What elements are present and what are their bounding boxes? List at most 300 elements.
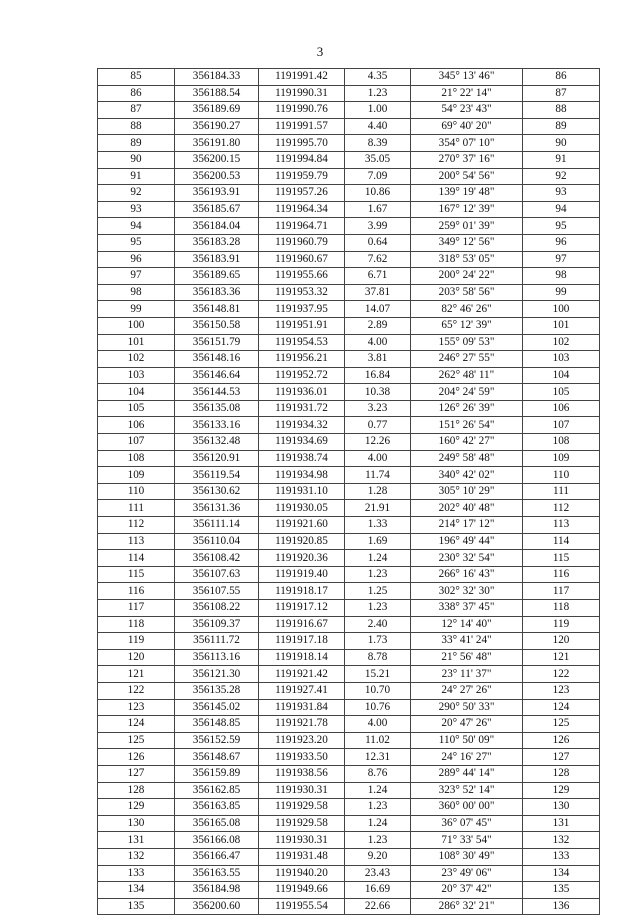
point-number-cell: 102	[98, 351, 175, 368]
point-number-cell: 108	[98, 450, 175, 467]
next-point-cell: 94	[523, 201, 600, 218]
bearing-cell: 82° 46' 26"	[411, 301, 523, 318]
y-coordinate-cell: 1191953.32	[259, 284, 345, 301]
next-point-cell: 99	[523, 284, 600, 301]
y-coordinate-cell: 1191933.50	[259, 749, 345, 766]
next-point-cell: 128	[523, 765, 600, 782]
point-number-cell: 109	[98, 467, 175, 484]
point-number-cell: 93	[98, 201, 175, 218]
y-coordinate-cell: 1191923.20	[259, 732, 345, 749]
x-coordinate-cell: 356200.15	[175, 151, 259, 168]
x-coordinate-cell: 356148.67	[175, 749, 259, 766]
distance-cell: 1.23	[345, 566, 411, 583]
distance-cell: 1.24	[345, 782, 411, 799]
point-number-cell: 131	[98, 832, 175, 849]
table-row	[98, 434, 600, 451]
next-point-cell: 118	[523, 600, 600, 617]
y-coordinate-cell: 1191921.60	[259, 517, 345, 534]
table-row	[98, 400, 600, 417]
distance-cell: 1.00	[345, 102, 411, 119]
x-coordinate-cell: 356113.16	[175, 649, 259, 666]
distance-cell: 10.76	[345, 699, 411, 716]
bearing-cell: 266° 16' 43"	[411, 566, 523, 583]
point-number-cell: 129	[98, 799, 175, 816]
distance-cell: 14.07	[345, 301, 411, 318]
bearing-cell: 23° 11' 37"	[411, 666, 523, 683]
distance-cell: 1.23	[345, 600, 411, 617]
coordinates-table-body	[98, 69, 600, 915]
point-number-cell: 132	[98, 848, 175, 865]
distance-cell: 1.69	[345, 533, 411, 550]
point-number-cell: 125	[98, 732, 175, 749]
bearing-cell: 323° 52' 14"	[411, 782, 523, 799]
bearing-cell: 54° 23' 43"	[411, 102, 523, 119]
y-coordinate-cell: 1191916.67	[259, 616, 345, 633]
y-coordinate-cell: 1191918.14	[259, 649, 345, 666]
distance-cell: 0.77	[345, 417, 411, 434]
next-point-cell: 103	[523, 351, 600, 368]
distance-cell: 2.89	[345, 317, 411, 334]
x-coordinate-cell: 356148.85	[175, 716, 259, 733]
y-coordinate-cell: 1191955.66	[259, 268, 345, 285]
bearing-cell: 126° 26' 39"	[411, 400, 523, 417]
point-number-cell: 104	[98, 384, 175, 401]
next-point-cell: 121	[523, 649, 600, 666]
distance-cell: 12.26	[345, 434, 411, 451]
distance-cell: 1.67	[345, 201, 411, 218]
point-number-cell: 92	[98, 185, 175, 202]
next-point-cell: 134	[523, 865, 600, 882]
x-coordinate-cell: 356200.60	[175, 898, 259, 915]
x-coordinate-cell: 356110.04	[175, 533, 259, 550]
next-point-cell: 114	[523, 533, 600, 550]
table-row	[98, 882, 600, 899]
bearing-cell: 249° 58' 48"	[411, 450, 523, 467]
table-row	[98, 749, 600, 766]
bearing-cell: 204° 24' 59"	[411, 384, 523, 401]
x-coordinate-cell: 356166.47	[175, 848, 259, 865]
x-coordinate-cell: 356144.53	[175, 384, 259, 401]
y-coordinate-cell: 1191960.67	[259, 251, 345, 268]
next-point-cell: 92	[523, 168, 600, 185]
distance-cell: 0.64	[345, 234, 411, 251]
next-point-cell: 104	[523, 367, 600, 384]
bearing-cell: 20° 47' 26"	[411, 716, 523, 733]
next-point-cell: 115	[523, 550, 600, 567]
next-point-cell: 102	[523, 334, 600, 351]
y-coordinate-cell: 1191931.84	[259, 699, 345, 716]
point-number-cell: 115	[98, 566, 175, 583]
x-coordinate-cell: 356120.91	[175, 450, 259, 467]
x-coordinate-cell: 356163.55	[175, 865, 259, 882]
y-coordinate-cell: 1191938.56	[259, 765, 345, 782]
bearing-cell: 71° 33' 54"	[411, 832, 523, 849]
distance-cell: 1.73	[345, 633, 411, 650]
next-point-cell: 135	[523, 882, 600, 899]
table-row	[98, 201, 600, 218]
bearing-cell: 262° 48' 11"	[411, 367, 523, 384]
bearing-cell: 349° 12' 56"	[411, 234, 523, 251]
x-coordinate-cell: 356131.36	[175, 500, 259, 517]
next-point-cell: 113	[523, 517, 600, 534]
distance-cell: 21.91	[345, 500, 411, 517]
bearing-cell: 23° 49' 06"	[411, 865, 523, 882]
y-coordinate-cell: 1191991.42	[259, 69, 345, 86]
distance-cell: 1.23	[345, 832, 411, 849]
distance-cell: 1.23	[345, 85, 411, 102]
y-coordinate-cell: 1191964.71	[259, 218, 345, 235]
next-point-cell: 86	[523, 69, 600, 86]
distance-cell: 11.74	[345, 467, 411, 484]
y-coordinate-cell: 1191949.66	[259, 882, 345, 899]
next-point-cell: 120	[523, 633, 600, 650]
table-row	[98, 782, 600, 799]
table-row	[98, 384, 600, 401]
distance-cell: 23.43	[345, 865, 411, 882]
distance-cell: 4.35	[345, 69, 411, 86]
next-point-cell: 108	[523, 434, 600, 451]
distance-cell: 1.25	[345, 583, 411, 600]
table-row	[98, 815, 600, 832]
next-point-cell: 87	[523, 85, 600, 102]
point-number-cell: 101	[98, 334, 175, 351]
x-coordinate-cell: 356163.85	[175, 799, 259, 816]
bearing-cell: 21° 22' 14"	[411, 85, 523, 102]
y-coordinate-cell: 1191951.91	[259, 317, 345, 334]
x-coordinate-cell: 356108.22	[175, 600, 259, 617]
point-number-cell: 126	[98, 749, 175, 766]
point-number-cell: 114	[98, 550, 175, 567]
distance-cell: 22.66	[345, 898, 411, 915]
y-coordinate-cell: 1191954.53	[259, 334, 345, 351]
distance-cell: 35.05	[345, 151, 411, 168]
bearing-cell: 65° 12' 39"	[411, 317, 523, 334]
distance-cell: 3.99	[345, 218, 411, 235]
y-coordinate-cell: 1191929.58	[259, 815, 345, 832]
distance-cell: 10.38	[345, 384, 411, 401]
x-coordinate-cell: 356189.69	[175, 102, 259, 119]
point-number-cell: 86	[98, 85, 175, 102]
bearing-cell: 202° 40' 48"	[411, 500, 523, 517]
table-row	[98, 500, 600, 517]
y-coordinate-cell: 1191964.34	[259, 201, 345, 218]
y-coordinate-cell: 1191938.74	[259, 450, 345, 467]
x-coordinate-cell: 356191.80	[175, 135, 259, 152]
next-point-cell: 97	[523, 251, 600, 268]
y-coordinate-cell: 1191934.98	[259, 467, 345, 484]
bearing-cell: 24° 16' 27"	[411, 749, 523, 766]
x-coordinate-cell: 356183.36	[175, 284, 259, 301]
bearing-cell: 289° 44' 14"	[411, 765, 523, 782]
table-row	[98, 699, 600, 716]
point-number-cell: 107	[98, 434, 175, 451]
next-point-cell: 133	[523, 848, 600, 865]
x-coordinate-cell: 356107.63	[175, 566, 259, 583]
table-row	[98, 417, 600, 434]
x-coordinate-cell: 356184.04	[175, 218, 259, 235]
x-coordinate-cell: 356109.37	[175, 616, 259, 633]
y-coordinate-cell: 1191934.32	[259, 417, 345, 434]
table-row	[98, 251, 600, 268]
x-coordinate-cell: 356162.85	[175, 782, 259, 799]
x-coordinate-cell: 356107.55	[175, 583, 259, 600]
y-coordinate-cell: 1191991.57	[259, 118, 345, 135]
next-point-cell: 130	[523, 799, 600, 816]
x-coordinate-cell: 356159.89	[175, 765, 259, 782]
table-row	[98, 483, 600, 500]
table-row	[98, 135, 600, 152]
x-coordinate-cell: 356148.81	[175, 301, 259, 318]
bearing-cell: 12° 14' 40"	[411, 616, 523, 633]
y-coordinate-cell: 1191960.79	[259, 234, 345, 251]
bearing-cell: 24° 27' 26"	[411, 682, 523, 699]
next-point-cell: 123	[523, 682, 600, 699]
distance-cell: 16.69	[345, 882, 411, 899]
distance-cell: 4.00	[345, 716, 411, 733]
table-row	[98, 351, 600, 368]
y-coordinate-cell: 1191931.10	[259, 483, 345, 500]
table-row	[98, 284, 600, 301]
table-row	[98, 765, 600, 782]
next-point-cell: 111	[523, 483, 600, 500]
point-number-cell: 103	[98, 367, 175, 384]
next-point-cell: 124	[523, 699, 600, 716]
point-number-cell: 122	[98, 682, 175, 699]
x-coordinate-cell: 356200.53	[175, 168, 259, 185]
table-row	[98, 268, 600, 285]
x-coordinate-cell: 356183.91	[175, 251, 259, 268]
next-point-cell: 125	[523, 716, 600, 733]
next-point-cell: 89	[523, 118, 600, 135]
table-row	[98, 799, 600, 816]
bearing-cell: 354° 07' 10"	[411, 135, 523, 152]
x-coordinate-cell: 356193.91	[175, 185, 259, 202]
point-number-cell: 118	[98, 616, 175, 633]
distance-cell: 4.40	[345, 118, 411, 135]
x-coordinate-cell: 356150.58	[175, 317, 259, 334]
next-point-cell: 105	[523, 384, 600, 401]
x-coordinate-cell: 356111.72	[175, 633, 259, 650]
x-coordinate-cell: 356135.08	[175, 400, 259, 417]
distance-cell: 10.86	[345, 185, 411, 202]
next-point-cell: 131	[523, 815, 600, 832]
bearing-cell: 139° 19' 48"	[411, 185, 523, 202]
point-number-cell: 117	[98, 600, 175, 617]
next-point-cell: 119	[523, 616, 600, 633]
bearing-cell: 302° 32' 30"	[411, 583, 523, 600]
bearing-cell: 214° 17' 12"	[411, 517, 523, 534]
table-row	[98, 666, 600, 683]
table-row	[98, 450, 600, 467]
x-coordinate-cell: 356145.02	[175, 699, 259, 716]
coordinates-table	[97, 68, 600, 915]
bearing-cell: 36° 07' 45"	[411, 815, 523, 832]
next-point-cell: 98	[523, 268, 600, 285]
table-row	[98, 898, 600, 915]
y-coordinate-cell: 1191930.31	[259, 782, 345, 799]
x-coordinate-cell: 356151.79	[175, 334, 259, 351]
distance-cell: 8.78	[345, 649, 411, 666]
table-row	[98, 732, 600, 749]
table-row	[98, 367, 600, 384]
x-coordinate-cell: 356133.16	[175, 417, 259, 434]
table-row	[98, 533, 600, 550]
next-point-cell: 88	[523, 102, 600, 119]
point-number-cell: 111	[98, 500, 175, 517]
y-coordinate-cell: 1191931.48	[259, 848, 345, 865]
x-coordinate-cell: 356189.65	[175, 268, 259, 285]
table-row	[98, 832, 600, 849]
table-row	[98, 583, 600, 600]
x-coordinate-cell: 356132.48	[175, 434, 259, 451]
point-number-cell: 106	[98, 417, 175, 434]
distance-cell: 9.20	[345, 848, 411, 865]
bearing-cell: 230° 32' 54"	[411, 550, 523, 567]
distance-cell: 1.23	[345, 799, 411, 816]
y-coordinate-cell: 1191937.95	[259, 301, 345, 318]
table-row	[98, 234, 600, 251]
x-coordinate-cell: 356135.28	[175, 682, 259, 699]
x-coordinate-cell: 356111.14	[175, 517, 259, 534]
x-coordinate-cell: 356184.98	[175, 882, 259, 899]
y-coordinate-cell: 1191990.76	[259, 102, 345, 119]
y-coordinate-cell: 1191990.31	[259, 85, 345, 102]
point-number-cell: 99	[98, 301, 175, 318]
next-point-cell: 90	[523, 135, 600, 152]
point-number-cell: 119	[98, 633, 175, 650]
point-number-cell: 91	[98, 168, 175, 185]
table-row	[98, 616, 600, 633]
point-number-cell: 89	[98, 135, 175, 152]
point-number-cell: 134	[98, 882, 175, 899]
distance-cell: 7.62	[345, 251, 411, 268]
bearing-cell: 167° 12' 39"	[411, 201, 523, 218]
distance-cell: 12.31	[345, 749, 411, 766]
y-coordinate-cell: 1191995.70	[259, 135, 345, 152]
x-coordinate-cell: 356166.08	[175, 832, 259, 849]
bearing-cell: 108° 30' 49"	[411, 848, 523, 865]
y-coordinate-cell: 1191921.78	[259, 716, 345, 733]
next-point-cell: 100	[523, 301, 600, 318]
y-coordinate-cell: 1191917.18	[259, 633, 345, 650]
table-row	[98, 151, 600, 168]
point-number-cell: 120	[98, 649, 175, 666]
bearing-cell: 200° 54' 56"	[411, 168, 523, 185]
next-point-cell: 91	[523, 151, 600, 168]
distance-cell: 2.40	[345, 616, 411, 633]
distance-cell: 4.00	[345, 450, 411, 467]
table-row	[98, 566, 600, 583]
x-coordinate-cell: 356185.67	[175, 201, 259, 218]
y-coordinate-cell: 1191917.12	[259, 600, 345, 617]
y-coordinate-cell: 1191959.79	[259, 168, 345, 185]
table-row	[98, 682, 600, 699]
y-coordinate-cell: 1191940.20	[259, 865, 345, 882]
bearing-cell: 151° 26' 54"	[411, 417, 523, 434]
distance-cell: 1.28	[345, 483, 411, 500]
distance-cell: 1.24	[345, 815, 411, 832]
next-point-cell: 95	[523, 218, 600, 235]
y-coordinate-cell: 1191936.01	[259, 384, 345, 401]
bearing-cell: 270° 37' 16"	[411, 151, 523, 168]
distance-cell: 4.00	[345, 334, 411, 351]
next-point-cell: 112	[523, 500, 600, 517]
x-coordinate-cell: 356188.54	[175, 85, 259, 102]
point-number-cell: 116	[98, 583, 175, 600]
y-coordinate-cell: 1191994.84	[259, 151, 345, 168]
x-coordinate-cell: 356190.27	[175, 118, 259, 135]
next-point-cell: 116	[523, 566, 600, 583]
bearing-cell: 290° 50' 33"	[411, 699, 523, 716]
point-number-cell: 88	[98, 118, 175, 135]
distance-cell: 8.76	[345, 765, 411, 782]
table-row	[98, 848, 600, 865]
x-coordinate-cell: 356184.33	[175, 69, 259, 86]
distance-cell: 7.09	[345, 168, 411, 185]
table-row	[98, 69, 600, 86]
x-coordinate-cell: 356119.54	[175, 467, 259, 484]
point-number-cell: 87	[98, 102, 175, 119]
y-coordinate-cell: 1191929.58	[259, 799, 345, 816]
bearing-cell: 155° 09' 53"	[411, 334, 523, 351]
bearing-cell: 286° 32' 21"	[411, 898, 523, 915]
next-point-cell: 109	[523, 450, 600, 467]
bearing-cell: 318° 53' 05"	[411, 251, 523, 268]
y-coordinate-cell: 1191920.36	[259, 550, 345, 567]
distance-cell: 1.24	[345, 550, 411, 567]
table-row	[98, 865, 600, 882]
x-coordinate-cell: 356121.30	[175, 666, 259, 683]
table-row	[98, 301, 600, 318]
y-coordinate-cell: 1191919.40	[259, 566, 345, 583]
next-point-cell: 117	[523, 583, 600, 600]
point-number-cell: 123	[98, 699, 175, 716]
point-number-cell: 110	[98, 483, 175, 500]
distance-cell: 16.84	[345, 367, 411, 384]
table-row	[98, 467, 600, 484]
distance-cell: 10.70	[345, 682, 411, 699]
bearing-cell: 33° 41' 24"	[411, 633, 523, 650]
bearing-cell: 110° 50' 09"	[411, 732, 523, 749]
point-number-cell: 105	[98, 400, 175, 417]
distance-cell: 8.39	[345, 135, 411, 152]
point-number-cell: 130	[98, 815, 175, 832]
bearing-cell: 338° 37' 45"	[411, 600, 523, 617]
y-coordinate-cell: 1191927.41	[259, 682, 345, 699]
bearing-cell: 69° 40' 20"	[411, 118, 523, 135]
y-coordinate-cell: 1191955.54	[259, 898, 345, 915]
y-coordinate-cell: 1191918.17	[259, 583, 345, 600]
bearing-cell: 160° 42' 27"	[411, 434, 523, 451]
x-coordinate-cell: 356130.62	[175, 483, 259, 500]
page-number: 3	[316, 44, 324, 59]
bearing-cell: 360° 00' 00"	[411, 799, 523, 816]
next-point-cell: 106	[523, 400, 600, 417]
point-number-cell: 90	[98, 151, 175, 168]
point-number-cell: 94	[98, 218, 175, 235]
bearing-cell: 305° 10' 29"	[411, 483, 523, 500]
table-row	[98, 168, 600, 185]
point-number-cell: 128	[98, 782, 175, 799]
bearing-cell: 259° 01' 39"	[411, 218, 523, 235]
bearing-cell: 340° 42' 02"	[411, 467, 523, 484]
next-point-cell: 126	[523, 732, 600, 749]
x-coordinate-cell: 356152.59	[175, 732, 259, 749]
table-row	[98, 633, 600, 650]
x-coordinate-cell: 356183.28	[175, 234, 259, 251]
y-coordinate-cell: 1191921.42	[259, 666, 345, 683]
table-row	[98, 218, 600, 235]
